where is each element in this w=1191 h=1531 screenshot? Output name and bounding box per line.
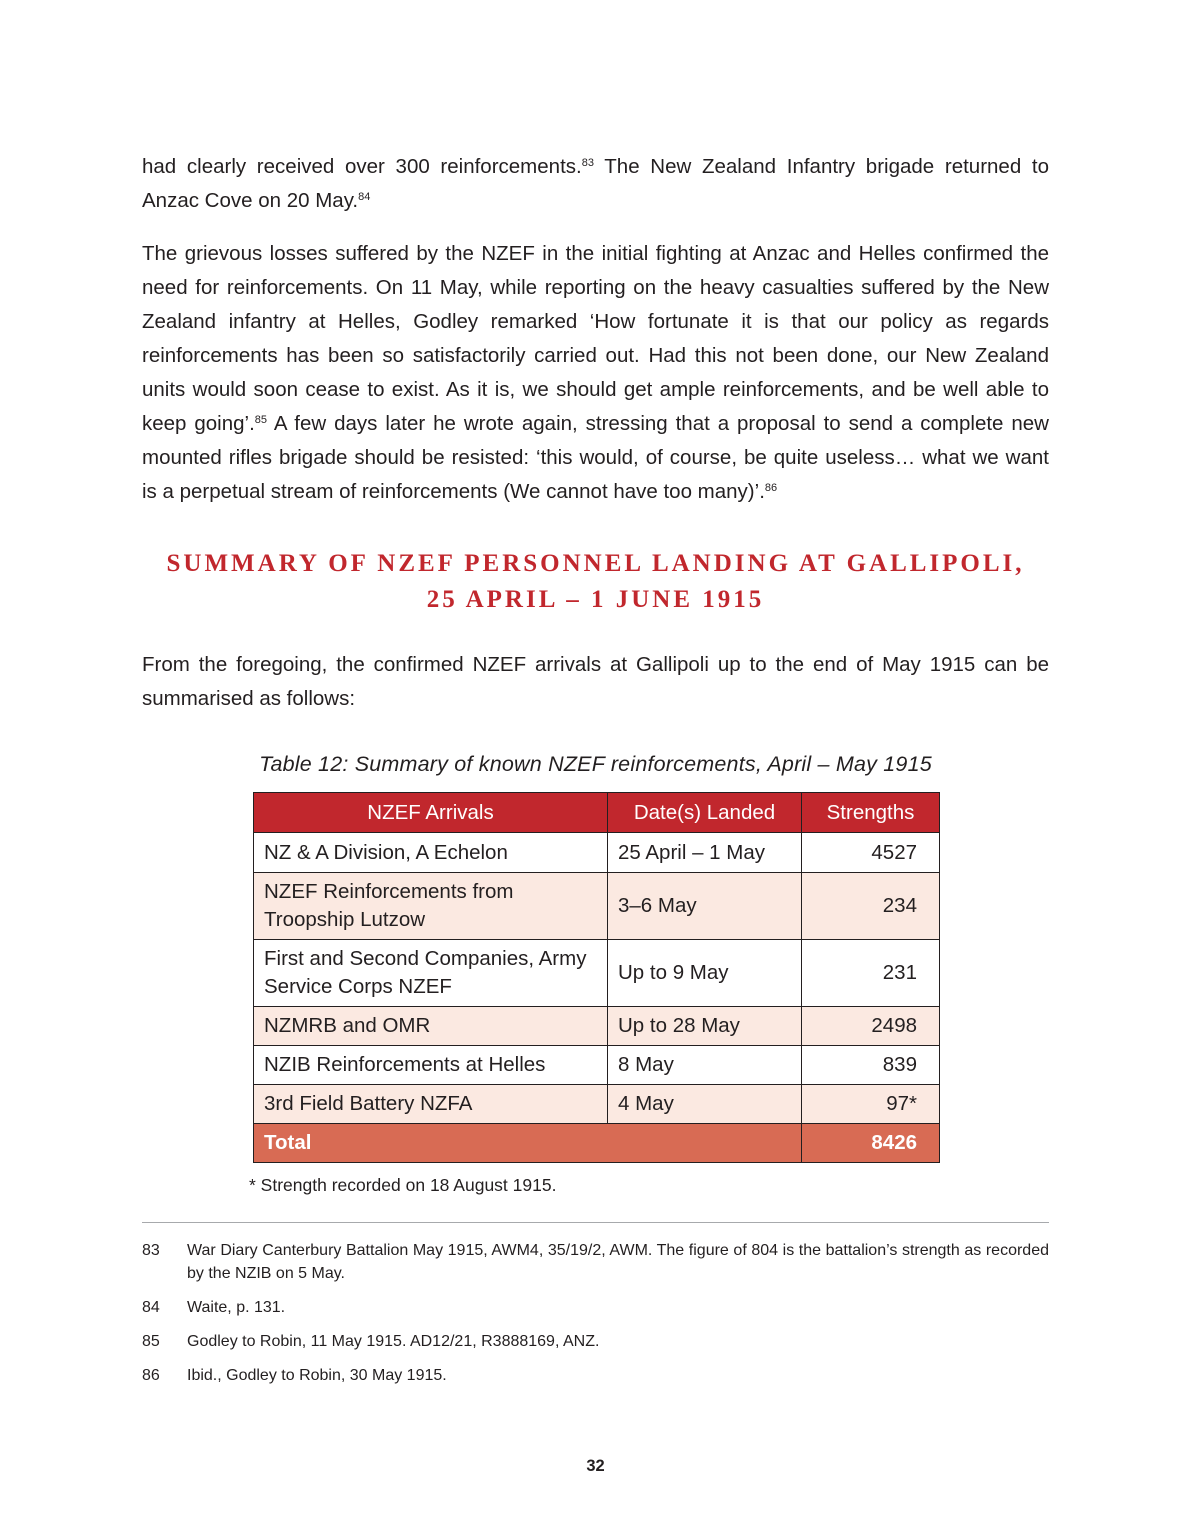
- table-row: [254, 833, 940, 873]
- column-header-strengths: Strengths: [802, 793, 940, 833]
- arrival-cell: NZ & A Division, A Echelon: [254, 833, 608, 873]
- paragraph-text: The New Zealand Infantry brigade returned to Anzac Cove on 20 May.: [142, 155, 1050, 212]
- summary-table: [253, 792, 940, 1163]
- intro-paragraph: From the foregoing, the confirmed NZEF arrivals at Gallipoli up to the end of May 1915 can be summarised as follows:: [142, 653, 1049, 710]
- footnotes: [142, 1239, 1049, 1387]
- footnote-item: [142, 1296, 1049, 1319]
- footnote-number: 86: [142, 1367, 160, 1384]
- footnote-ref[interactable]: 83: [581, 157, 594, 169]
- strength-cell: 231: [802, 940, 940, 1007]
- table-row: [254, 1046, 940, 1085]
- table-note: * Strength recorded on 18 August 1915.: [249, 1175, 557, 1195]
- section-heading-line-2: 25 APRIL – 1 JUNE 1915: [426, 586, 765, 613]
- section-heading-line-1: SUMMARY OF NZEF PERSONNEL LANDING AT GALLIPOLI,: [166, 550, 1025, 577]
- footnote-text: Godley to Robin, 11 May 1915. AD12/21, R3888169, ANZ.: [187, 1333, 600, 1350]
- footnote-ref[interactable]: 84: [358, 191, 371, 203]
- footnote-item: [142, 1330, 1049, 1353]
- table-row: [254, 940, 940, 1007]
- total-label: Total: [254, 1124, 802, 1163]
- page-number: 32: [586, 1457, 605, 1475]
- dates-cell: Up to 9 May: [608, 940, 802, 1007]
- footnote-number: 84: [142, 1299, 160, 1316]
- dates-cell: 4 May: [608, 1085, 802, 1124]
- table-header-row: [254, 793, 940, 833]
- body-paragraph-2: [142, 237, 1049, 509]
- paragraph-text: The grievous losses suffered by the NZEF in the initial fighting at Anzac and Helles confirmed the need for reinforcements. On 11 May, while reporting on the heavy casualties suffered by the New Zealand infantry at Helles, Godley remarked ‘How fortunate it is that our policy as regards reinforcements has been so satisfactorily carried out. Had this not been done, our New Zealand units would soon cease to exist. As it is, we should get ample reinforcements, and be well able to keep going’.: [142, 242, 1049, 435]
- footnote-text: Waite, p. 131.: [187, 1299, 286, 1316]
- strength-cell: 2498: [802, 1007, 940, 1046]
- table-total-row: [254, 1124, 940, 1163]
- footnote-text: War Diary Canterbury Battalion May 1915, AWM4, 35/19/2, AWM. The figure of 804 is the battalion’s strength as recorded by the NZIB on 5 May.: [187, 1242, 1049, 1282]
- table-row: [254, 1007, 940, 1046]
- paragraph-text: A few days later he wrote again, stressing that a proposal to send a complete new mounted rifles brigade should be resisted: ‘this would, of course, be quite useless… what we want is a perpetual stream of reinforcements (We cannot have too many)’.: [142, 412, 1049, 503]
- table-row: [254, 873, 940, 940]
- footnote-number: 83: [142, 1242, 160, 1259]
- arrival-cell: NZEF Reinforcements from Troopship Lutzow: [254, 873, 608, 940]
- section-heading: [142, 546, 1049, 618]
- footnote-number: 85: [142, 1333, 160, 1350]
- footnote-ref[interactable]: 86: [764, 482, 778, 494]
- footnote-item: [142, 1364, 1049, 1387]
- dates-cell: 8 May: [608, 1046, 802, 1085]
- page-body: [142, 150, 1049, 1398]
- strength-cell: 97*: [802, 1085, 940, 1124]
- total-value: 8426: [802, 1124, 940, 1163]
- dates-cell: Up to 28 May: [608, 1007, 802, 1046]
- paragraph-text: had clearly received over 300 reinforcements.: [142, 155, 582, 178]
- strength-cell: 4527: [802, 833, 940, 873]
- arrival-cell: 3rd Field Battery NZFA: [254, 1085, 608, 1124]
- footnote-ref[interactable]: 85: [254, 414, 268, 426]
- dates-cell: 25 April – 1 May: [608, 833, 802, 873]
- column-header-dates: Date(s) Landed: [608, 793, 802, 833]
- table-caption: Table 12: Summary of known NZEF reinforcements, April – May 1915: [259, 752, 932, 776]
- footnote-text: Ibid., Godley to Robin, 30 May 1915.: [187, 1367, 447, 1384]
- column-header-arrivals: NZEF Arrivals: [254, 793, 608, 833]
- arrival-cell: NZIB Reinforcements at Helles: [254, 1046, 608, 1085]
- arrival-cell: First and Second Companies, Army Service Corps NZEF: [254, 940, 608, 1007]
- footnote-divider: [142, 1222, 1049, 1223]
- arrival-cell: NZMRB and OMR: [254, 1007, 608, 1046]
- strength-cell: 839: [802, 1046, 940, 1085]
- dates-cell: 3–6 May: [608, 873, 802, 940]
- body-paragraph-1: [142, 150, 1049, 218]
- table-row: [254, 1085, 940, 1124]
- footnote-item: [142, 1239, 1049, 1285]
- strength-cell: 234: [802, 873, 940, 940]
